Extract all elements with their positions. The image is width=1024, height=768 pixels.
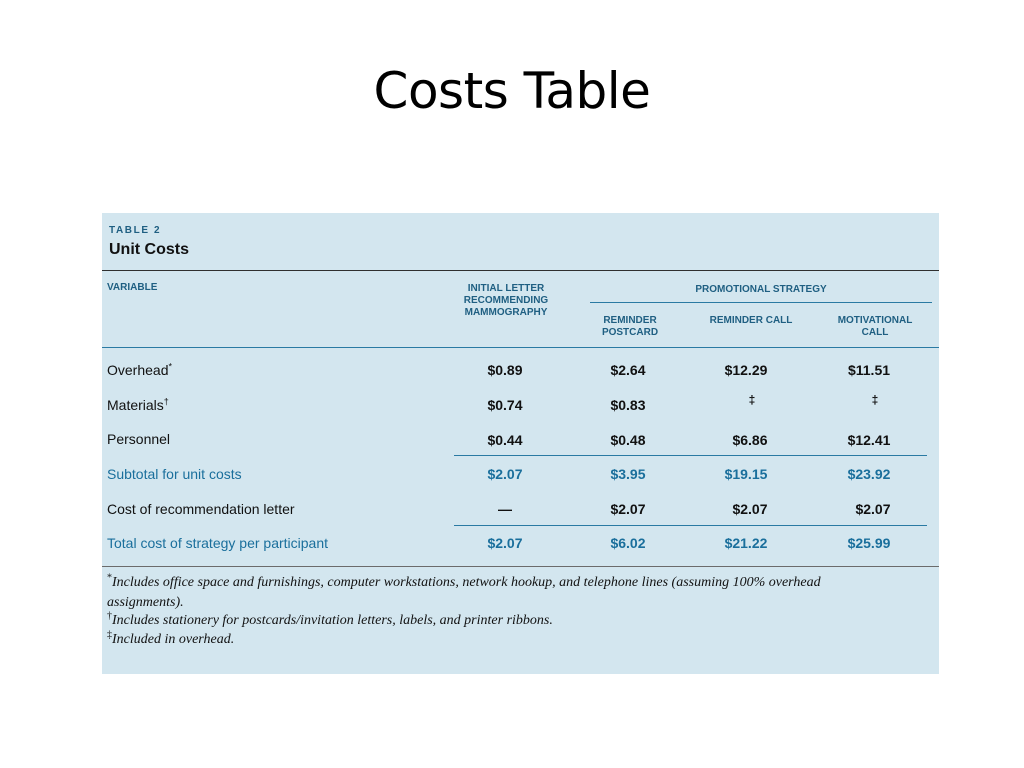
header-reminder-postcard-line1: REMINDER — [603, 315, 657, 326]
row-label-materials — [107, 397, 169, 413]
unit-costs-table — [102, 213, 939, 674]
header-initial-letter — [447, 283, 565, 319]
cell-overhead-initial: $0.89 — [487, 362, 523, 378]
footnote-mark: * — [107, 572, 112, 584]
cell-personnel-initial: $0.44 — [487, 432, 523, 448]
cell-personnel-motivational: $12.41 — [847, 432, 891, 448]
cell-materials-reminder-call: ‡ — [748, 393, 756, 407]
row-label-text: Overhead — [107, 362, 169, 378]
footnote-mark: † — [107, 610, 112, 622]
footnote-text: Includes office space and furnishings, computer workstations, network hookup, and telephone lines (assuming 100% overhead — [112, 575, 821, 590]
table-number: TABLE 2 — [109, 225, 162, 236]
cell-materials-initial: $0.74 — [487, 397, 523, 413]
footnote-overhead — [107, 574, 821, 592]
row-mark: * — [168, 361, 172, 372]
row-label-overhead — [107, 362, 172, 378]
row-label-text: Cost of recommendation letter — [107, 501, 295, 517]
header-initial-letter-line1: INITIAL LETTER — [467, 283, 545, 294]
header-bottom-rule — [102, 347, 939, 348]
header-reminder-call: REMINDER CALL — [709, 315, 793, 326]
table-title: Unit Costs — [109, 241, 189, 258]
row-label-text: Total cost of strategy per participant — [107, 535, 328, 551]
cell-subtotal-initial: $2.07 — [487, 466, 523, 482]
row-label-text: Personnel — [107, 431, 171, 447]
row-label-text: Subtotal for unit costs — [107, 466, 242, 482]
header-reminder-postcard-line2: POSTCARD — [601, 327, 659, 338]
top-rule — [102, 270, 939, 271]
footnote-mark: ‡ — [107, 629, 112, 641]
total-rule — [454, 525, 927, 526]
cell-materials-postcard: $0.83 — [610, 397, 646, 413]
cell-subtotal-postcard: $3.95 — [610, 466, 646, 482]
row-label-subtotal — [107, 466, 242, 482]
cell-total-reminder-call: $21.22 — [724, 535, 768, 551]
header-initial-letter-line2: RECOMMENDING — [463, 295, 549, 306]
cell-overhead-reminder-call: $12.29 — [724, 362, 768, 378]
row-label-text: Materials — [107, 397, 164, 413]
cell-overhead-motivational: $11.51 — [847, 362, 891, 378]
cell-total-initial: $2.07 — [487, 535, 523, 551]
cell-letter-initial: — — [498, 501, 512, 517]
footnote-included — [107, 631, 234, 649]
cell-total-postcard: $6.02 — [610, 535, 646, 551]
subtotal-rule — [454, 455, 927, 456]
promo-rule — [590, 302, 932, 303]
footnote-materials — [107, 612, 553, 630]
cell-overhead-postcard: $2.64 — [610, 362, 646, 378]
footnote-text: Included in overhead. — [112, 632, 235, 647]
cell-letter-motivational: $2.07 — [855, 501, 891, 517]
cell-materials-motivational: ‡ — [871, 393, 879, 407]
header-motivational-call-line1: MOTIVATIONAL — [837, 315, 913, 326]
cell-letter-postcard: $2.07 — [610, 501, 646, 517]
footnote-text: Includes stationery for postcards/invitation letters, labels, and printer ribbons. — [112, 613, 553, 628]
row-label-total — [107, 535, 328, 551]
cell-subtotal-motivational: $23.92 — [847, 466, 891, 482]
header-motivational-call — [825, 315, 925, 339]
row-label-recommendation-letter — [107, 501, 295, 517]
cell-letter-reminder-call: $2.07 — [732, 501, 768, 517]
row-label-personnel — [107, 431, 170, 447]
slide-title: Costs Table — [373, 62, 651, 120]
header-motivational-call-line2: CALL — [861, 327, 889, 338]
cell-total-motivational: $25.99 — [847, 535, 891, 551]
footnote-rule — [102, 566, 939, 567]
header-promotional-strategy: PROMOTIONAL STRATEGY — [695, 284, 827, 295]
footnote-overhead-cont — [107, 594, 184, 612]
cell-subtotal-reminder-call: $19.15 — [724, 466, 768, 482]
cell-personnel-reminder-call: $6.86 — [732, 432, 768, 448]
header-initial-letter-line3: MAMMOGRAPHY — [464, 307, 548, 318]
header-reminder-postcard — [585, 315, 675, 339]
header-variable: VARIABLE — [107, 282, 158, 293]
cell-personnel-postcard: $0.48 — [610, 432, 646, 448]
row-mark: † — [163, 396, 169, 407]
footnote-text: assignments). — [107, 595, 184, 610]
